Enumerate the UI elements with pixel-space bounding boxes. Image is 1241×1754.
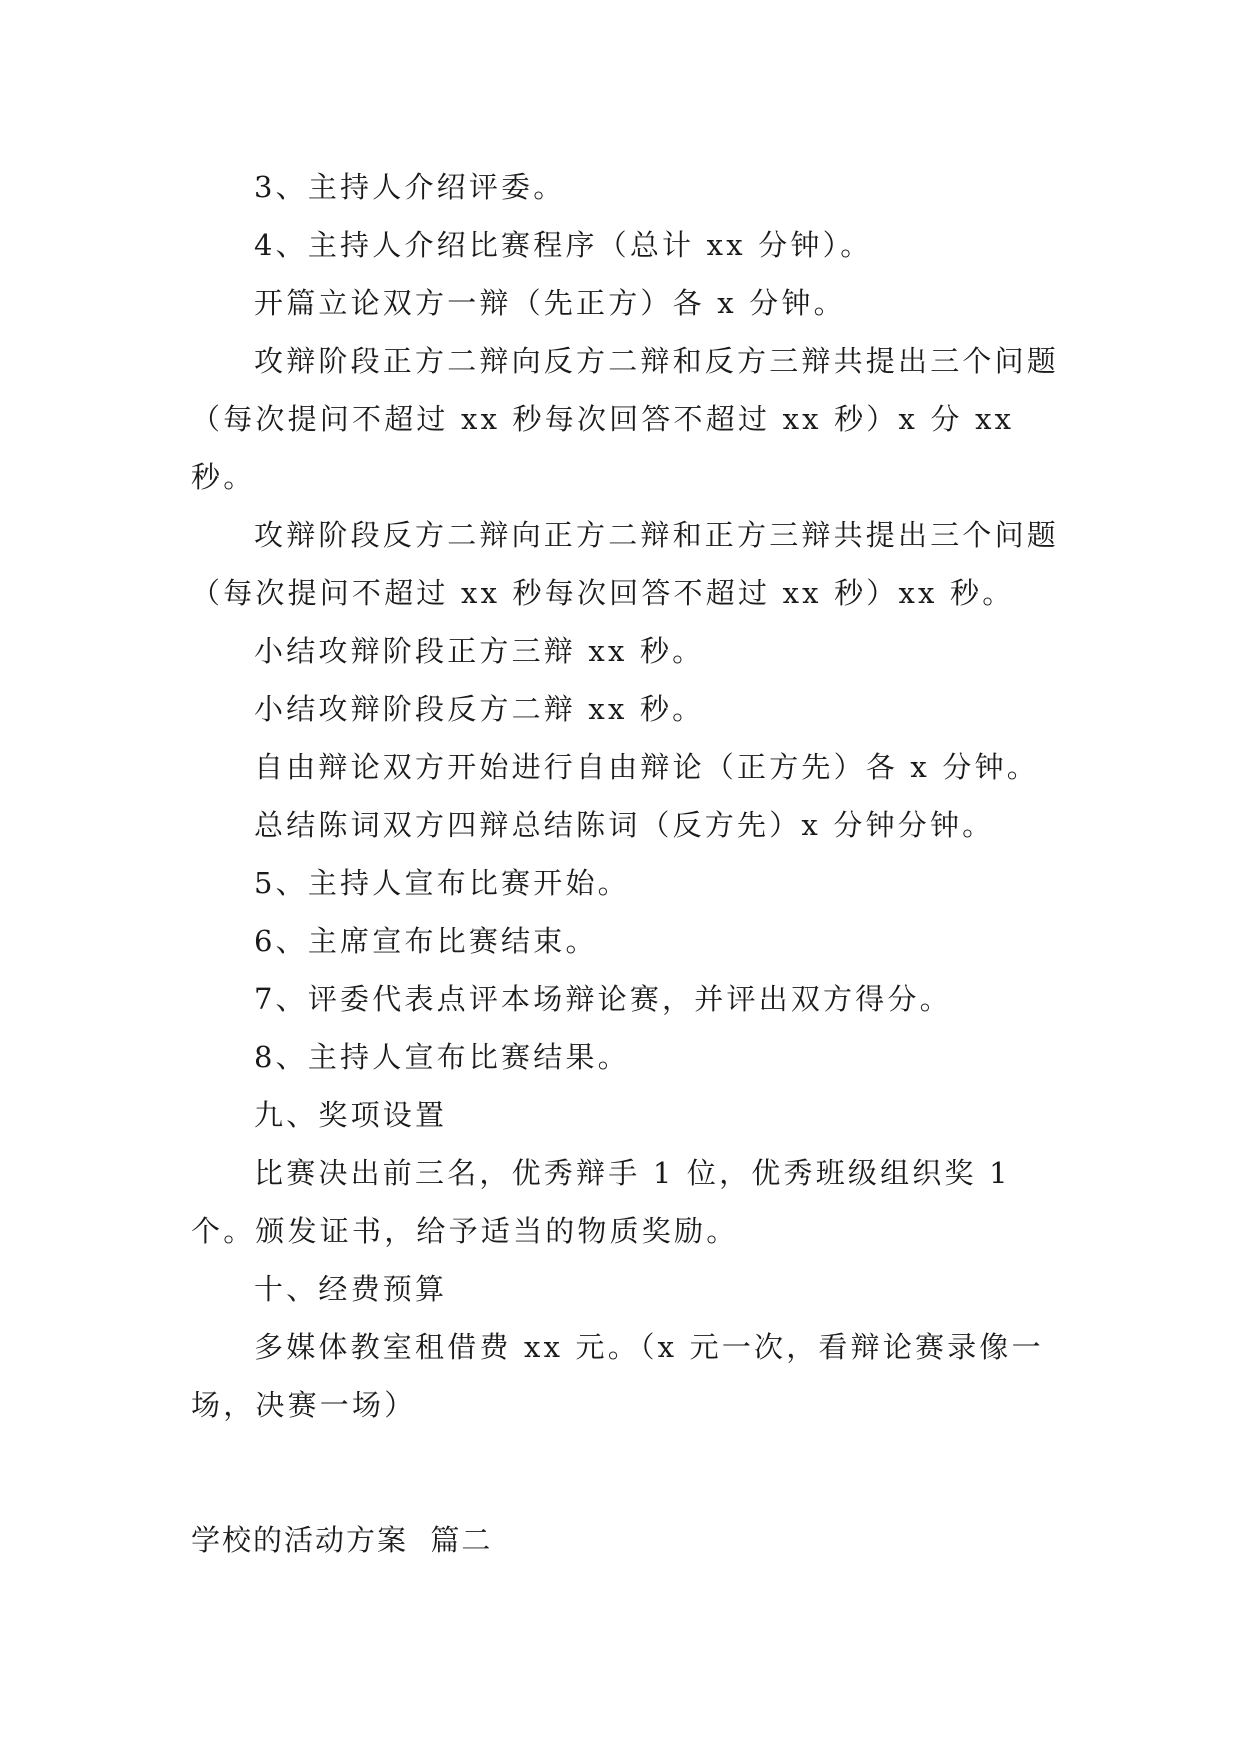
paragraph-awards-detail: 比赛决出前三名，优秀辩手 1 位，优秀班级组织奖 1 个。颁发证书，给予适当的物质奖励。 <box>191 1156 1011 1248</box>
paragraph-negative-summary: 小结攻辩阶段反方二辩 xx 秒。 <box>254 692 705 726</box>
heading-awards: 九、奖项设置 <box>254 1098 448 1132</box>
paragraph-judges-comment: 7、评委代表点评本场辩论赛，并评出双方得分。 <box>254 982 952 1016</box>
document-body <box>191 158 1071 1434</box>
paragraph-host-announces-start: 5、主持人宣布比赛开始。 <box>254 866 630 900</box>
paragraph-host-introduces-judges: 3、主持人介绍评委。 <box>254 170 566 204</box>
section-title: 学校的活动方案 篇二 <box>191 1523 493 1557</box>
paragraph-closing-statements: 总结陈词双方四辩总结陈词（反方先）x 分钟分钟。 <box>254 808 995 842</box>
paragraph-free-debate: 自由辩论双方开始进行自由辩论（正方先）各 x 分钟。 <box>254 750 1039 784</box>
paragraph-budget-detail: 多媒体教室租借费 xx 元。（x 元一次，看辩论赛录像一场，决赛一场） <box>191 1330 1044 1422</box>
paragraph-chair-announces-end: 6、主席宣布比赛结束。 <box>254 924 598 958</box>
paragraph-host-announces-result: 8、主持人宣布比赛结果。 <box>254 1040 630 1074</box>
paragraph-affirmative-cross-examination: 攻辩阶段正方二辩向反方二辩和反方三辩共提出三个问题（每次提问不超过 xx 秒每次回答不超过 xx 秒）x 分 xx 秒。 <box>191 344 1060 494</box>
paragraph-opening-statements: 开篇立论双方一辩（先正方）各 x 分钟。 <box>254 286 846 320</box>
paragraph-affirmative-summary: 小结攻辩阶段正方三辩 xx 秒。 <box>254 634 705 668</box>
heading-budget: 十、经费预算 <box>254 1272 448 1306</box>
paragraph-host-introduces-procedure: 4、主持人介绍比赛程序（总计 xx 分钟）。 <box>254 228 873 262</box>
paragraph-negative-cross-examination: 攻辩阶段反方二辩向正方二辩和正方三辩共提出三个问题（每次提问不超过 xx 秒每次回答不超过 xx 秒）xx 秒。 <box>191 518 1060 610</box>
